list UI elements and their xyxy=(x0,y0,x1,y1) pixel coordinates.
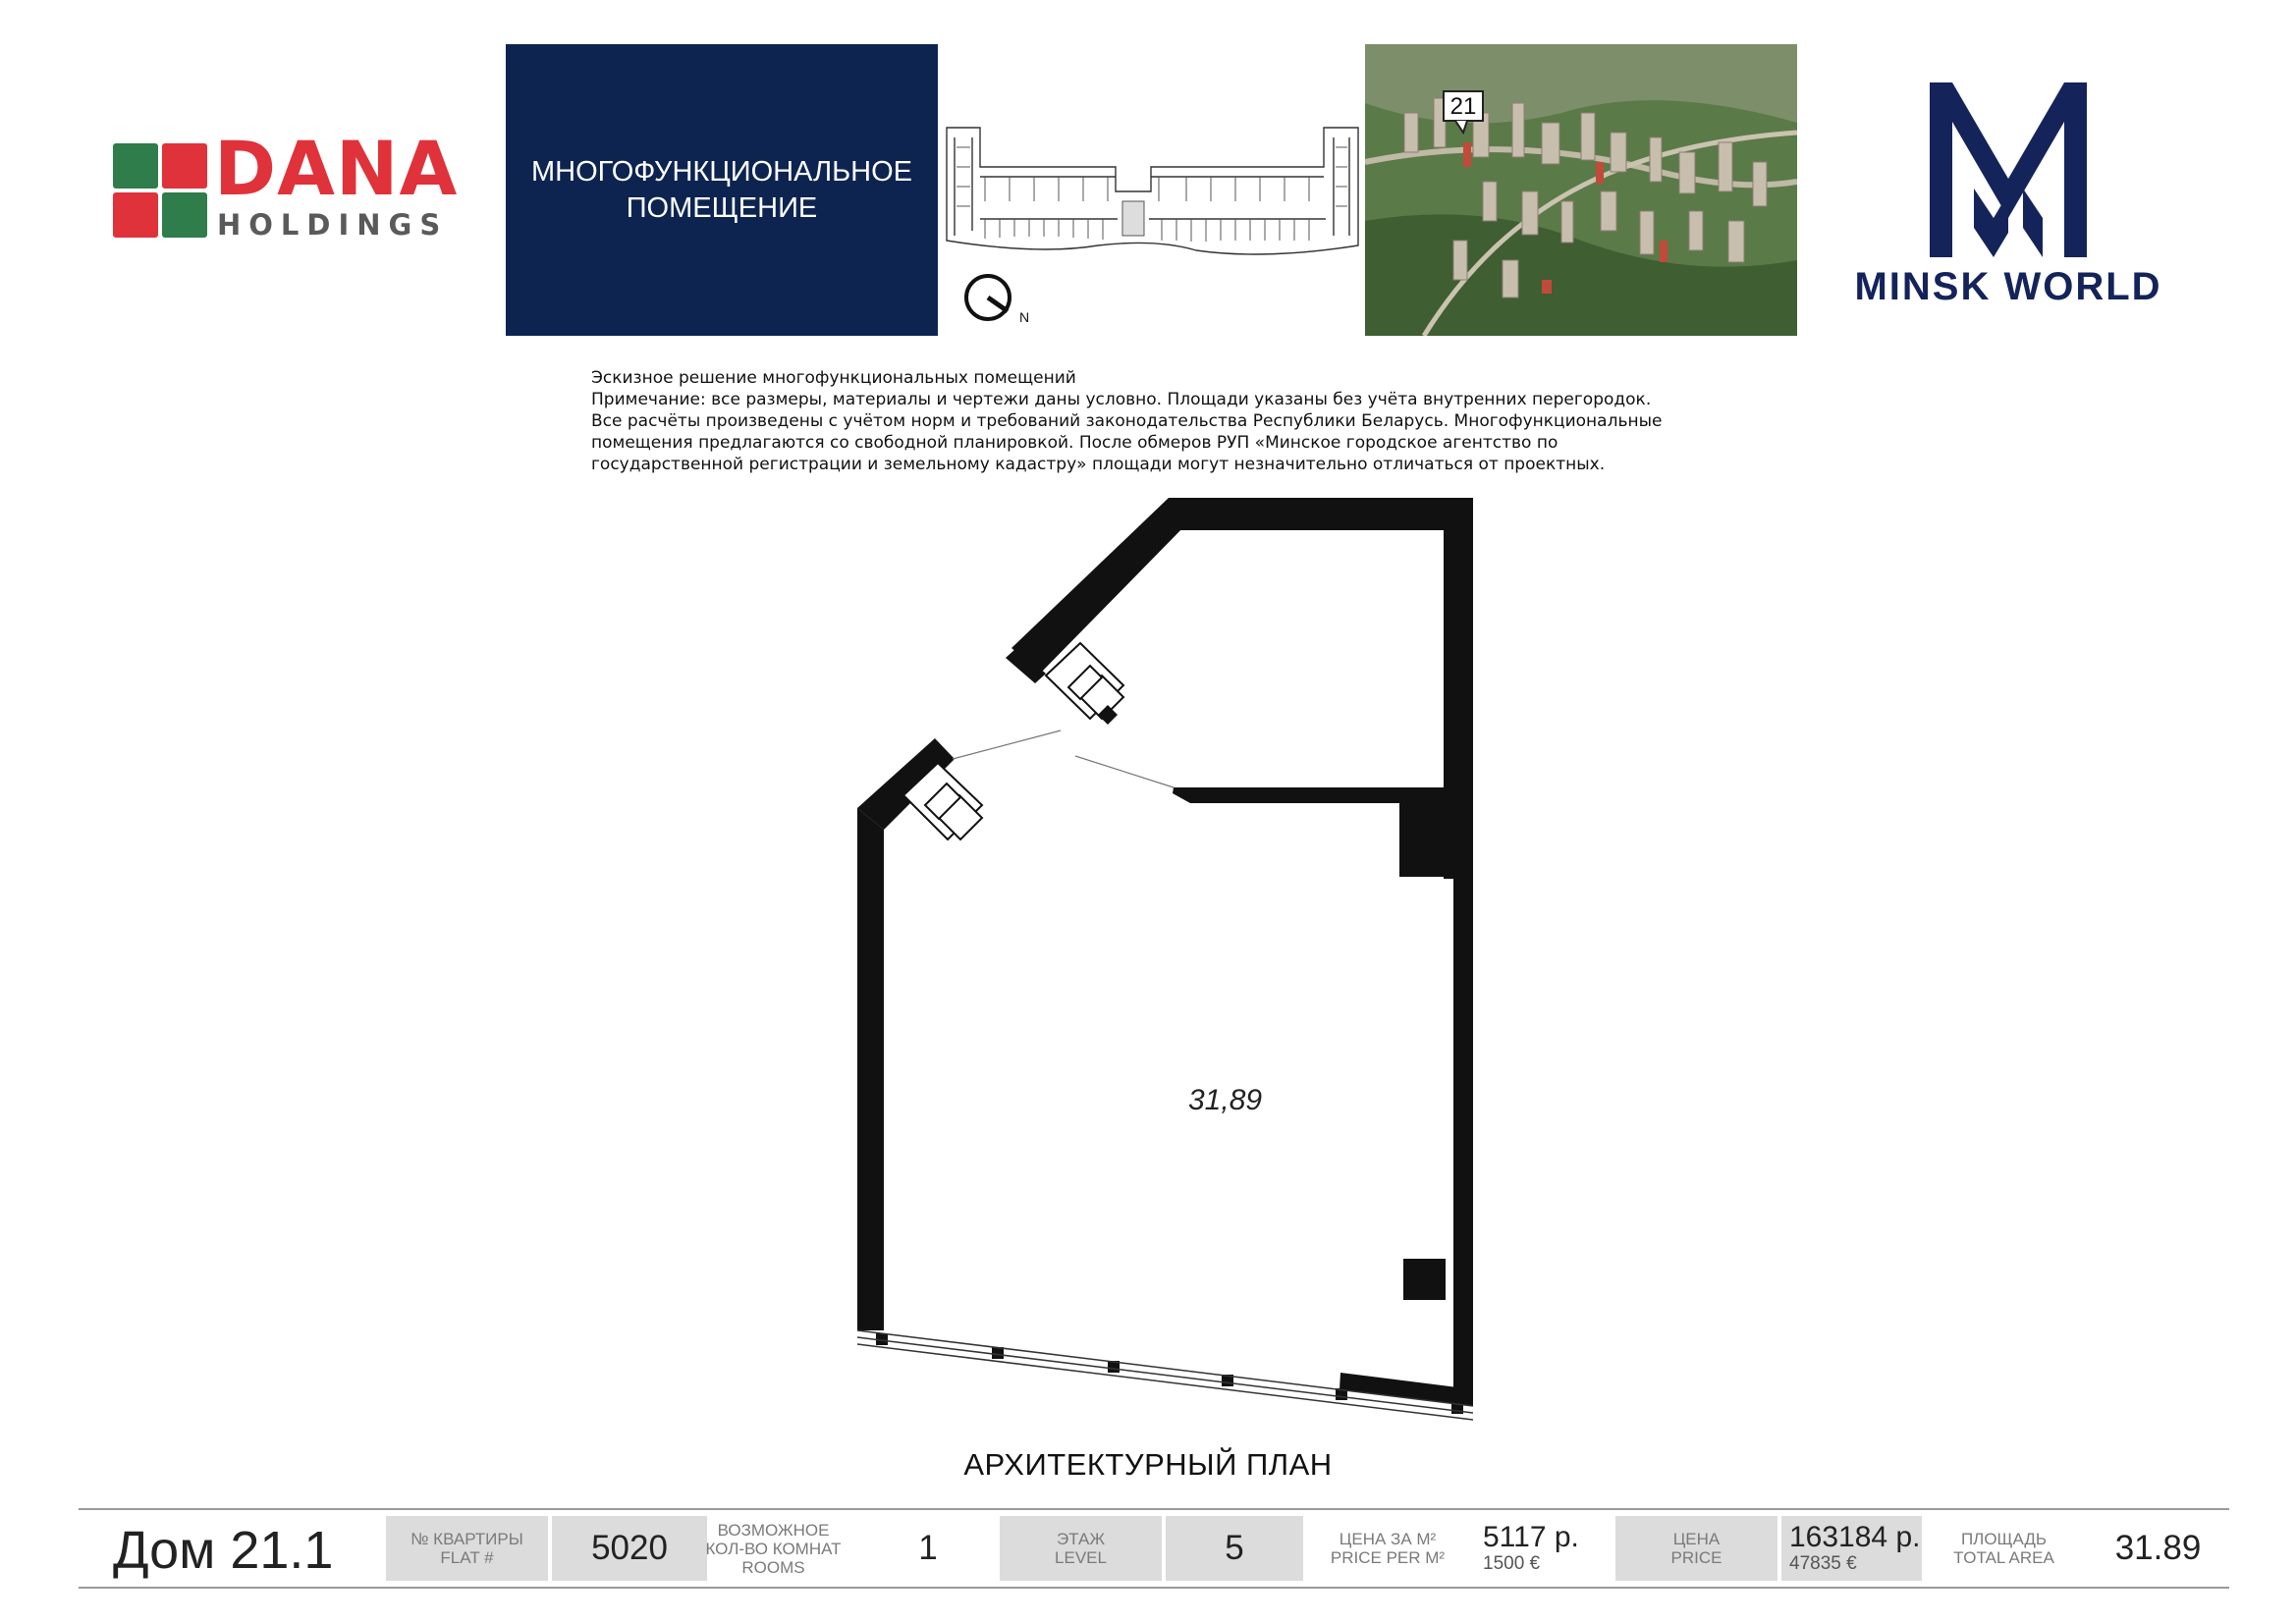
disclaimer-notes xyxy=(591,367,1789,475)
plan-area-label: 31,89 xyxy=(1188,1084,1263,1116)
property-type-banner xyxy=(506,44,938,336)
logo-square-green xyxy=(113,143,158,189)
level-label-cell xyxy=(1000,1516,1162,1581)
logo-subtitle: HOLDINGS xyxy=(217,208,449,242)
note-line: государственной регистрации и земельному кадастру» площади могут незначительно отличаться от проектных. xyxy=(591,455,1606,474)
ppm-label: ЦЕНА ЗА М² PRICE PER М² xyxy=(1330,1530,1446,1567)
price-value-cell xyxy=(1781,1516,1922,1581)
note-line: Эскизное решение многофункциональных помещений xyxy=(591,368,1076,388)
level-value: 5 xyxy=(1225,1529,1244,1567)
dana-holdings-logo xyxy=(113,125,486,242)
aerial-photo xyxy=(1365,44,1797,336)
logo-wordmark: DANA xyxy=(214,125,459,212)
ppm-eur: 1500 € xyxy=(1483,1553,1541,1574)
area-value-cell xyxy=(2087,1516,2229,1581)
price-value: 163184 р. xyxy=(1789,1521,1921,1553)
area-label: ПЛОЩАДЬ TOTAL AREA xyxy=(1953,1530,2054,1567)
info-bar-top-rule xyxy=(79,1508,2229,1510)
mw-wordmark: MINSK WORLD xyxy=(1854,265,2162,308)
floor-key-plan xyxy=(941,44,1365,336)
note-line: Все расчёты произведены с учётом норм и требований законодательства Республики Беларусь. Многофункциональные xyxy=(591,411,1663,431)
flat-label: № КВАРТИРЫ FLAT # xyxy=(410,1530,523,1567)
price-eur: 47835 € xyxy=(1789,1553,1857,1574)
house-number: Дом 21.1 xyxy=(113,1521,334,1580)
info-bar-bottom-rule xyxy=(79,1587,2229,1589)
price-label: ЦЕНА PRICE xyxy=(1670,1530,1722,1567)
flat-label-cell xyxy=(386,1516,548,1581)
plan-title: АРХИТЕКТУРНЫЙ ПЛАН xyxy=(963,1447,1333,1482)
north-label: N xyxy=(1019,309,1030,325)
logo-square-red xyxy=(162,143,207,189)
rooms-value-cell xyxy=(884,1516,972,1581)
price-label-cell xyxy=(1615,1516,1777,1581)
building-label: 21 xyxy=(1449,93,1477,120)
ppm-value: 5117 р. xyxy=(1483,1521,1579,1553)
flat-value-cell xyxy=(552,1516,707,1581)
ppm-value-cell xyxy=(1483,1516,1611,1581)
level-label: ЭТАЖ LEVEL xyxy=(1055,1530,1107,1567)
rooms-label-cell xyxy=(692,1516,854,1581)
note-line: Примечание: все размеры, материалы и чертежи даны условно. Площади указаны без учёта внутренних перегородок. xyxy=(591,390,1652,409)
ppm-label-cell xyxy=(1314,1516,1461,1581)
area-label-cell xyxy=(1933,1516,2075,1581)
rooms-label: ВОЗМОЖНОЕ КОЛ-ВО КОМНАТ ROOMS xyxy=(705,1520,842,1577)
note-line: помещения предлагаются со свободной планировкой. После обмеров РУП «Минское городское агентство по xyxy=(591,433,1558,453)
banner-text: МНОГОФУНКЦИОНАЛЬНОЕ ПОМЕЩЕНИЕ xyxy=(531,155,912,224)
minsk-world-logo xyxy=(1836,71,2180,316)
floor-plan-drawing xyxy=(845,491,1483,1443)
logo-square-green-2 xyxy=(162,192,207,238)
area-value: 31.89 xyxy=(2114,1529,2202,1567)
flat-value: 5020 xyxy=(591,1529,668,1567)
logo-square-red-2 xyxy=(113,192,158,238)
rooms-value: 1 xyxy=(918,1529,938,1567)
level-value-cell xyxy=(1166,1516,1303,1581)
mw-monogram-icon xyxy=(1836,71,2180,267)
